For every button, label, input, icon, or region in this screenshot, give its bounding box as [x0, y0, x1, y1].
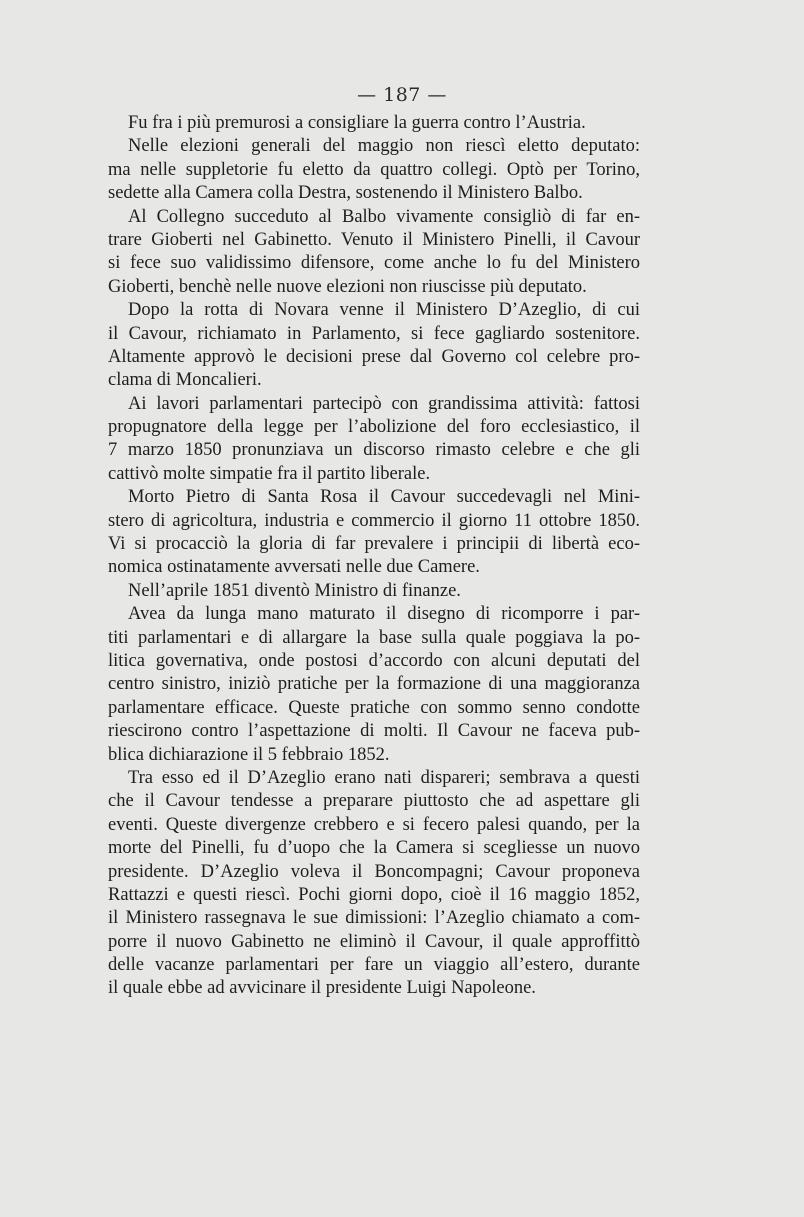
text-line: Avea da lunga mano maturato il disegno di ricomporre i par- — [128, 604, 640, 625]
text-line: porre il nuovo Gabinetto ne eliminò il Cavour, il quale approffittò — [108, 931, 640, 952]
text-line: nomica ostinatamente avversati nelle due Camere. — [108, 557, 480, 578]
text-line: clama di Moncalieri. — [108, 370, 262, 391]
text-line: cattivò molte simpatie fra il partito liberale. — [108, 463, 431, 484]
text-line: il Cavour, richiamato in Parlamento, si fece gagliardo sostenitore. — [108, 323, 640, 344]
paragraph — [108, 112, 640, 135]
paragraph — [108, 135, 640, 205]
paragraph — [108, 767, 640, 1001]
text-line: ma nelle suppletorie fu eletto da quattro collegi. Optò per Torino, — [108, 159, 640, 180]
text-line: Gioberti, benchè nelle nuove elezioni non riuscisse più deputato. — [108, 276, 587, 297]
text-line: morte del Pinelli, fu d’uopo che la Camera si scegliesse un nuovo — [108, 838, 640, 859]
text-line: stero di agricoltura, industria e commercio il giorno 11 ottobre 1850. — [108, 510, 640, 531]
text-line: si fece suo validissimo difensore, come anche lo fu del Ministero — [108, 253, 640, 274]
text-line: propugnatore della legge per l’abolizione del foro ecclesiastico, il — [108, 417, 640, 438]
text-line: Morto Pietro di Santa Rosa il Cavour succedevagli nel Mini- — [128, 487, 640, 508]
paragraph — [108, 393, 640, 487]
paragraph — [108, 486, 640, 580]
text-line: blica dichiarazione il 5 febbraio 1852. — [108, 744, 390, 765]
text-line: eventi. Queste divergenze crebbero e si fecero palesi quando, per la — [108, 814, 640, 835]
text-line: parlamentare efficace. Queste pratiche con sommo senno condotte — [108, 697, 640, 718]
text-line: il quale ebbe ad avvicinare il presidente Luigi Napoleone. — [108, 978, 536, 999]
text-line: Vi si procacciò la gloria di far prevalere i principii di libertà eco- — [108, 534, 640, 555]
paragraph — [108, 206, 640, 300]
body-text — [108, 112, 640, 1001]
text-line: Dopo la rotta di Novara venne il Ministero D’Azeglio, di cui — [128, 300, 640, 321]
text-line: presidente. D’Azeglio voleva il Boncompagni; Cavour proponeva — [108, 861, 640, 882]
text-line: 7 marzo 1850 pronunziava un discorso rimasto celebre e che gli — [108, 440, 640, 461]
text-line: Fu fra i più premurosi a consigliare la guerra contro l’Austria. — [128, 113, 586, 133]
text-line: sedette alla Camera colla Destra, sostenendo il Ministero Balbo. — [108, 183, 583, 204]
text-line: che il Cavour tendesse a preparare piuttosto che ad aspettare gli — [108, 791, 640, 812]
text-line: riescirono contro l’aspettazione di molti. Il Cavour ne faceva pub- — [108, 721, 640, 742]
paragraph — [108, 299, 640, 393]
text-line: Al Collegno succeduto al Balbo vivamente consigliò di far en- — [128, 206, 640, 227]
text-line: titi parlamentari e di allargare la base sulla quale poggiava la po- — [108, 627, 640, 648]
text-line: centro sinistro, iniziò pratiche per la formazione di una maggioranza — [108, 674, 640, 695]
text-line: Tra esso ed il D’Azeglio erano nati dispareri; sembrava a questi — [128, 767, 640, 788]
text-line: Nell’aprile 1851 diventò Ministro di finanze. — [128, 580, 461, 601]
text-line: litica governativa, onde postosi d’accordo con alcuni deputati del — [108, 650, 640, 671]
paragraph — [108, 580, 640, 603]
text-line: Nelle elezioni generali del maggio non riescì eletto deputato: — [128, 136, 640, 157]
text-line: Rattazzi e questi riescì. Pochi giorni dopo, cioè il 16 maggio 1852, — [108, 884, 640, 905]
text-line: il Ministero rassegnava le sue dimissioni: l’Azeglio chiamato a com- — [108, 908, 640, 929]
paragraph — [108, 603, 640, 767]
text-line: delle vacanze parlamentari per fare un viaggio all’estero, durante — [108, 955, 640, 976]
page-number: — 187 — — [357, 84, 447, 106]
text-line: Altamente approvò le decisioni prese dal Governo col celebre pro- — [108, 346, 640, 367]
text-line: trare Gioberti nel Gabinetto. Venuto il Ministero Pinelli, il Cavour — [108, 229, 640, 250]
text-line: Ai lavori parlamentari partecipò con grandissima attività: fattosi — [128, 393, 640, 414]
